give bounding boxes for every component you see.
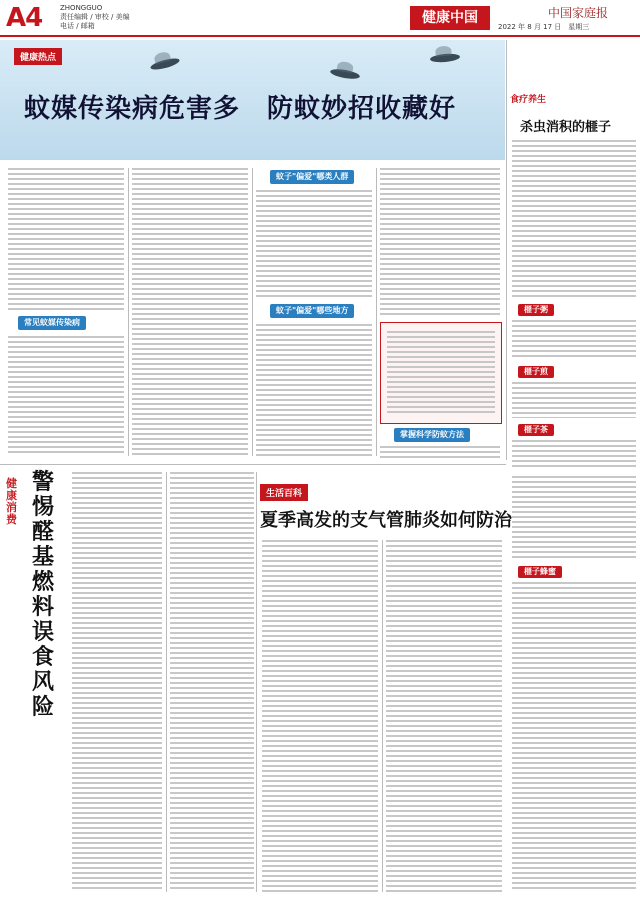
header-divider	[0, 35, 640, 37]
header-meta-line: ZHONGGUO	[60, 4, 103, 12]
column-divider	[256, 472, 257, 892]
second-story-column	[386, 540, 502, 892]
recipe-chip: 榧子茶	[518, 424, 554, 436]
lower-left-title: 警惕醛基燃料误食风险	[32, 469, 55, 720]
column-divider	[506, 40, 507, 460]
right-column-text	[512, 476, 636, 560]
main-story-column	[380, 446, 500, 460]
page-number: A4	[6, 3, 43, 33]
right-column-text	[512, 582, 636, 892]
main-story-column	[132, 168, 248, 456]
second-story-column	[262, 540, 378, 892]
main-story-subhead: 掌握科学防蚊方法	[394, 428, 470, 442]
main-story-column	[8, 168, 124, 310]
main-story-subhead: 蚊子"偏爱"哪些地方	[270, 304, 354, 318]
mosquito-illustration	[330, 67, 361, 80]
right-column-title: 杀虫消积的榧子	[520, 120, 612, 135]
lower-left-kicker: 健康消费	[6, 477, 17, 526]
main-story-column	[256, 324, 372, 456]
column-divider	[252, 168, 253, 456]
recipe-chip: 榧子粥	[518, 304, 554, 316]
column-divider	[382, 540, 383, 892]
related-link-box	[380, 322, 502, 424]
right-column-text	[512, 320, 636, 360]
main-story-column	[8, 336, 124, 456]
second-story-tag: 生活百科	[260, 484, 308, 501]
main-story-title: 蚊媒传染病危害多 防蚊妙招收藏好	[24, 94, 457, 124]
column-divider	[166, 472, 167, 892]
right-column-text	[512, 382, 636, 418]
main-story-tag: 健康热点	[14, 48, 62, 65]
main-story-column	[380, 168, 500, 318]
mosquito-illustration	[430, 53, 461, 64]
related-link-text	[387, 331, 495, 415]
main-story-subhead: 蚊子"偏爱"哪类人群	[270, 170, 354, 184]
right-column-section: 食疗养生	[510, 95, 547, 105]
right-column-text	[512, 440, 636, 470]
recipe-chip: 榧子蜂蜜	[518, 566, 562, 578]
header-meta-line: 责任编辑 / 审校 / 美编	[60, 13, 130, 21]
section-title: 健康中国	[410, 6, 490, 30]
second-story-title: 夏季高发的支气管肺炎如何防治	[260, 510, 512, 531]
recipe-chip: 榧子煎	[518, 366, 554, 378]
right-column-text	[512, 140, 636, 300]
mosquito-illustration	[149, 56, 180, 71]
column-divider	[376, 168, 377, 456]
header-meta-line: 电话 / 邮箱	[60, 22, 95, 30]
column-divider	[128, 168, 129, 456]
lower-left-column	[170, 472, 254, 892]
main-story-subhead: 常见蚊媒传染病	[18, 316, 86, 330]
issue-date: 2022 年 8 月 17 日 星期三	[498, 23, 590, 31]
section-divider	[0, 464, 506, 465]
lower-left-column	[72, 472, 162, 892]
masthead-logo: 中国家庭报	[548, 6, 609, 20]
header-meta	[60, 4, 130, 31]
main-story-column	[256, 190, 372, 298]
